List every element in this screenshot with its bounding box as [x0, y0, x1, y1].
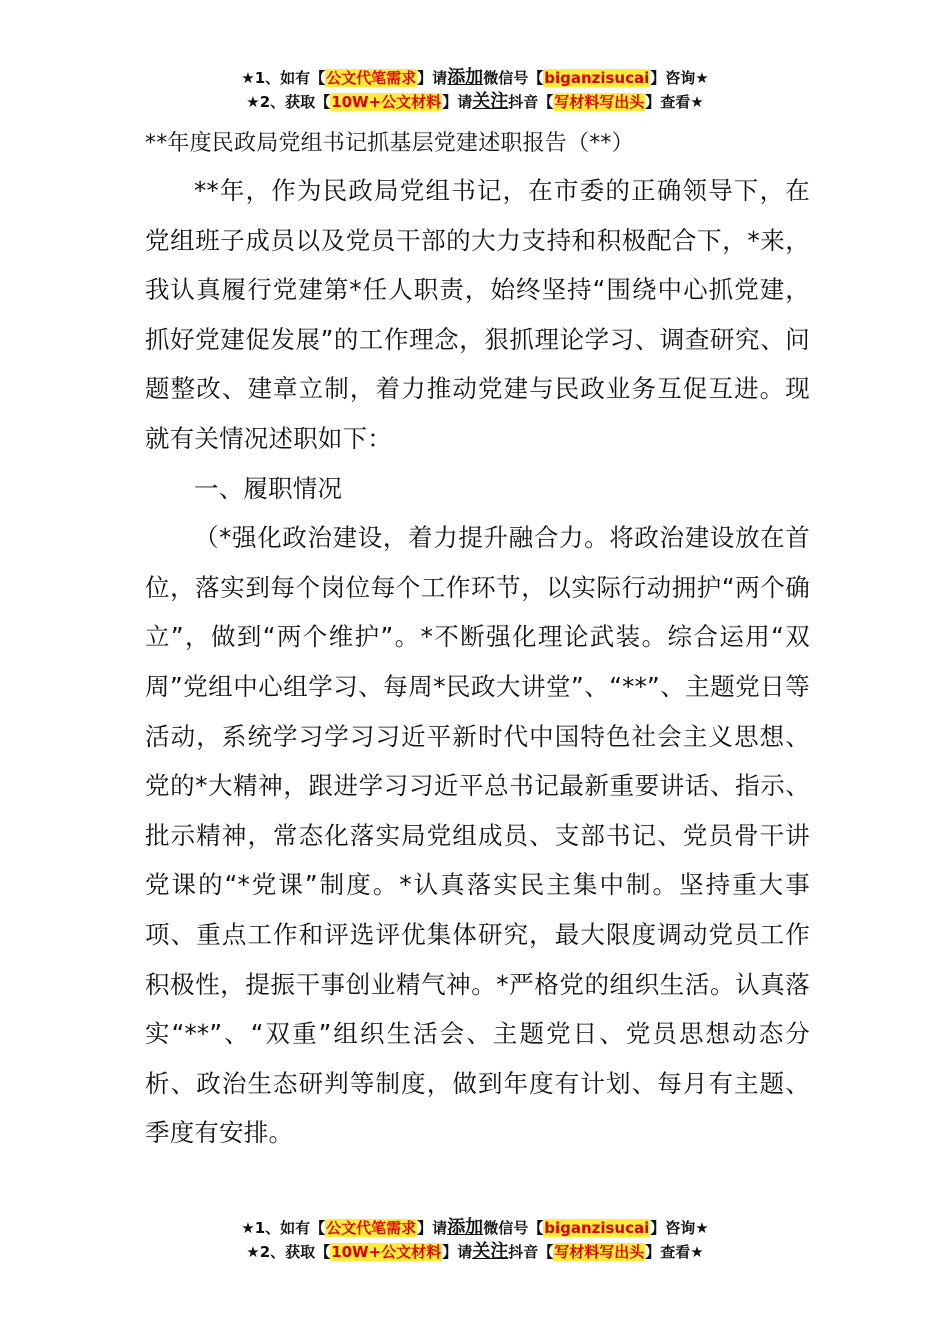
- promo-text: 微信号【: [483, 69, 544, 87]
- document-title: **年度民政局党组书记抓基层党建述职报告（**）: [145, 131, 634, 156]
- wechat-id-highlight: biganzisucai: [544, 69, 650, 87]
- promo-text: ★2、获取【: [246, 93, 331, 111]
- promo-line-2: [0, 1240, 950, 1264]
- promo-highlight: 公文代笔需求: [326, 69, 417, 87]
- promo-text: 】咨询★: [650, 1219, 709, 1237]
- promo-highlight: 10W+公文材料: [331, 93, 442, 111]
- promo-line-1: [0, 1216, 950, 1240]
- promo-line-2: [0, 90, 950, 114]
- intro-paragraph: **年，作为民政局党组书记，在市委的正确领导下，在党组班子成员以及党员干部的大力支持和积极配合下，*来，我认真履行党建第*任人职责，始终坚持“围绕中心抓党建，抓好党建促发展”的工作理念，狠抓理论学习、调查研究、问题整改、建章立制，着力推动党建与民政业务互促互进。现就有关情况述职如下：: [145, 176, 810, 453]
- wechat-id-highlight: biganzisucai: [544, 1219, 650, 1237]
- promo-text: ★1、如有【: [241, 69, 326, 87]
- document-body: [145, 124, 810, 1158]
- promo-underline: 关注: [472, 91, 509, 112]
- promo-text: 】请: [442, 93, 473, 111]
- promo-underline: 关注: [472, 1241, 509, 1262]
- promo-text: 】查看★: [645, 1243, 704, 1261]
- promo-text: ★1、如有【: [241, 1219, 326, 1237]
- section-heading: 一、履职情况: [194, 473, 343, 503]
- promo-highlight: 10W+公文材料: [331, 1243, 442, 1261]
- promo-underline: 添加: [447, 67, 484, 88]
- promo-banner-top: [0, 66, 950, 114]
- promo-banner-bottom: [0, 1216, 950, 1264]
- promo-line-1: [0, 66, 950, 90]
- promo-highlight: 公文代笔需求: [326, 1219, 417, 1237]
- promo-text: 】咨询★: [650, 69, 709, 87]
- promo-text: 】请: [442, 1243, 473, 1261]
- promo-text: 微信号【: [483, 1219, 544, 1237]
- promo-underline: 添加: [447, 1217, 484, 1238]
- promo-text: 】请: [417, 1219, 448, 1237]
- douyin-id-highlight: 写材料写出头: [554, 1243, 645, 1261]
- promo-text: 】查看★: [645, 93, 704, 111]
- promo-text: 抖音【: [508, 1243, 554, 1261]
- promo-text: ★2、获取【: [246, 1243, 331, 1261]
- promo-text: 抖音【: [508, 93, 554, 111]
- section-paragraph: （*强化政治建设，着力提升融合力。将政治建设放在首位，落实到每个岗位每个工作环节，以实际行动拥护“两个确立”，做到“两个维护”。*不断强化理论武装。综合运用“双周”党组中心组学习、每周*民政大讲堂”、“**”、主题党日等活动，系统学习学习习近平新时代中国特色社会主义思想、党的*大精神，跟进学习习近平总书记最新重要讲话、指示、批示精神，常态化落实局党组成员、支部书记、党员骨干讲党课的“*党课”制度。*认真落实民主集中制。坚持重大事项、重点工作和评选评优集体研究，最大限度调动党员工作积极性，提振干事创业精气神。*严格党的组织生活。认真落实“**”、“双重”组织生活会、主题党日、党员思想动态分析、政治生态研判等制度，做到年度有计划、每月有主题、季度有安排。: [145, 523, 810, 1148]
- promo-text: 】请: [417, 69, 448, 87]
- douyin-id-highlight: 写材料写出头: [554, 93, 645, 111]
